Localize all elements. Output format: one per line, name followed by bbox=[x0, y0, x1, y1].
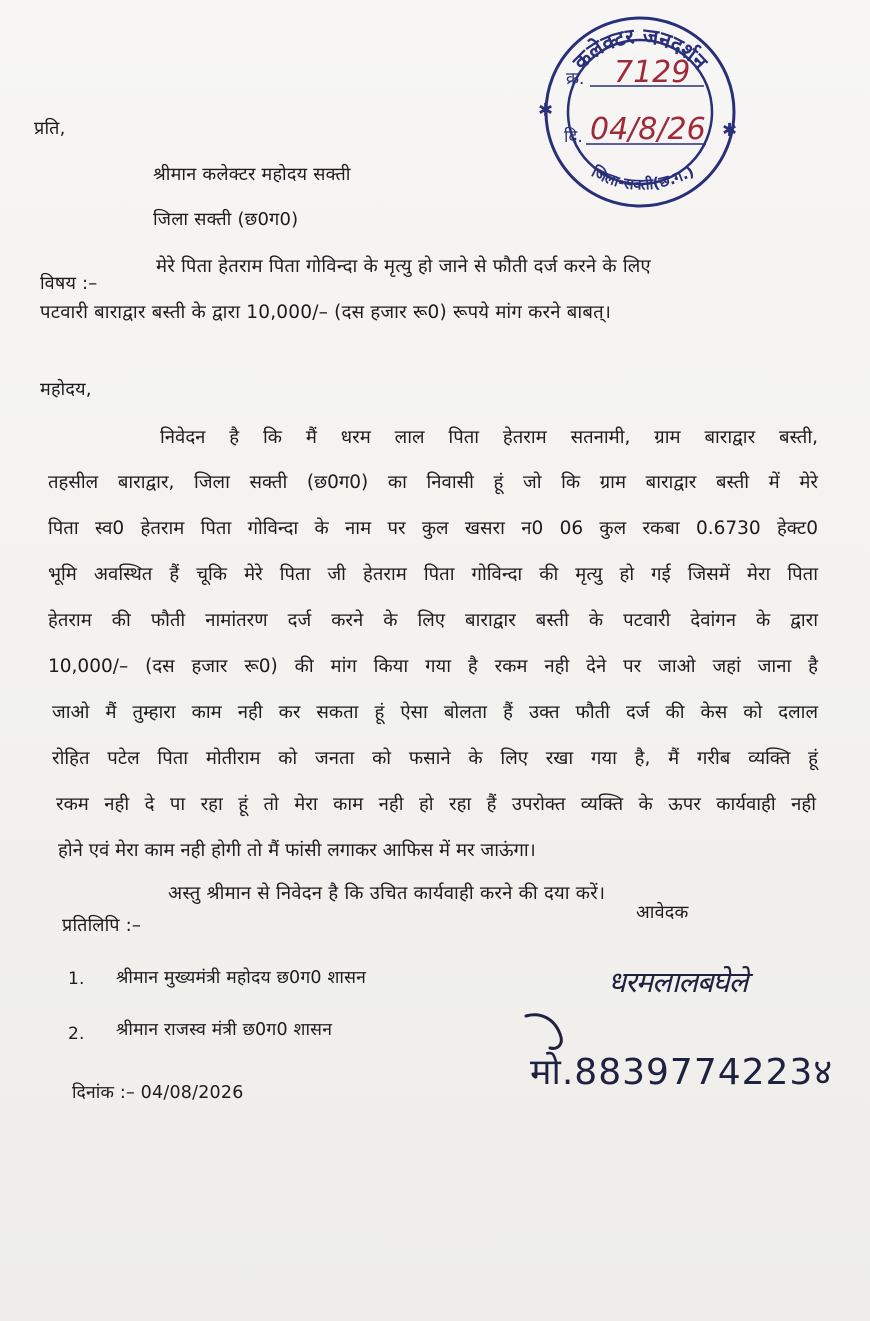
body-line: जाओ मैं तुम्हारा काम नही कर सकता हूं ऐसा बोलता हैं उक्त फौती दर्ज की केस को दलाल bbox=[52, 702, 818, 723]
copy-item-text: श्रीमान राजस्व मंत्री छ0ग0 शासन bbox=[116, 1020, 333, 1040]
stamp-bottom-text: जिला-सक्ती(छ.ग.) bbox=[588, 162, 697, 194]
closing-line: अस्तु श्रीमान से निवेदन है कि उचित कार्यवाही करने की दया करें। bbox=[168, 883, 606, 904]
stamp-icon bbox=[528, 12, 748, 212]
applicant-mobile: मो.8839774223४ bbox=[530, 1052, 834, 1093]
copy-item-text: श्रीमान मुख्यमंत्री महोदय छ0ग0 शासन bbox=[116, 968, 367, 988]
applicant-label: आवेदक bbox=[636, 902, 689, 923]
stamp-number-label: क्र. bbox=[566, 69, 585, 89]
salutation: महोदय, bbox=[40, 379, 92, 400]
stamp-date-label: दि. bbox=[564, 127, 583, 147]
body-line: तहसील बाराद्वार, जिला सक्ती (छ0ग0) का निवासी हूं जो कि ग्राम बाराद्वार बस्ती में मेरे bbox=[48, 472, 818, 493]
prati-label: प्रति, bbox=[34, 118, 66, 139]
body-line: पिता स्व0 हेतराम पिता गोविन्दा के नाम पर कुल खसरा न0 06 कुल रकबा 0.6730 हेक्ट0 bbox=[48, 518, 818, 539]
body-line: रकम नही दे पा रहा हूं तो मेरा काम नही हो रहा हैं उपरोक्त व्यक्ति के ऊपर कार्यवाही नही bbox=[56, 794, 816, 815]
star-icon: ✱ bbox=[722, 120, 738, 141]
body-line: हेतराम की फौती नामांतरण दर्ज करने के लिए बाराद्वार बस्ती के पटवारी देवांगन के द्वारा bbox=[48, 610, 818, 631]
body-line: 10,000/– (दस हजार रू0) की मांग किया गया है रकम नही देने पर जाओ जहां जाना है bbox=[48, 656, 818, 677]
body-line: होने एवं मेरा काम नही होगी तो मैं फांसी लगाकर आफिस में मर जाऊंगा। bbox=[58, 840, 536, 861]
letter-date: दिनांक :– 04/08/2026 bbox=[72, 1083, 244, 1103]
body-line: निवेदन है कि मैं धरम लाल पिता हेतराम सतनामी, ग्राम बाराद्वार बस्ती, bbox=[160, 427, 818, 448]
stamp-date-value: 04/8/26 bbox=[590, 112, 706, 147]
subject-line-1: मेरे पिता हेतराम पिता गोविन्दा के मृत्यु हो जाने से फौती दर्ज करने के लिए bbox=[156, 256, 651, 277]
addressee-line-1: श्रीमान कलेक्टर महोदय सक्ती bbox=[153, 164, 351, 185]
subject-line-2: पटवारी बाराद्वार बस्ती के द्वारा 10,000/– (दस हजार रू0) रूपये मांग करने बाबत्। bbox=[40, 302, 612, 323]
collector-stamp bbox=[528, 12, 748, 212]
stamp-number-value: 7129 bbox=[614, 55, 691, 90]
star-icon: ✱ bbox=[538, 100, 554, 121]
stamp-top-text: कलेक्टर जनदर्शन bbox=[568, 23, 712, 75]
subject-label: विषय :– bbox=[40, 273, 98, 294]
body-line: भूमि अवस्थित हैं चूकि मेरे पिता जी हेतराम पिता गोविन्दा की मृत्यु हो गई जिसमें मेरा पिता bbox=[48, 564, 818, 585]
copy-label: प्रतिलिपि :– bbox=[62, 915, 142, 936]
applicant-signature: धरमलालबघेले bbox=[608, 965, 748, 999]
copy-item-number: 2. bbox=[68, 1024, 85, 1044]
svg-text:जिला-सक्ती(छ.ग.) bbox=[588, 162, 697, 194]
addressee-line-2: जिला सक्ती (छ0ग0) bbox=[153, 209, 299, 230]
copy-item-number: 1. bbox=[68, 969, 85, 989]
body-line: रोहित पटेल पिता मोतीराम को जनता को फसाने के लिए रखा गया है, मैं गरीब व्यक्ति हूं bbox=[52, 748, 818, 769]
